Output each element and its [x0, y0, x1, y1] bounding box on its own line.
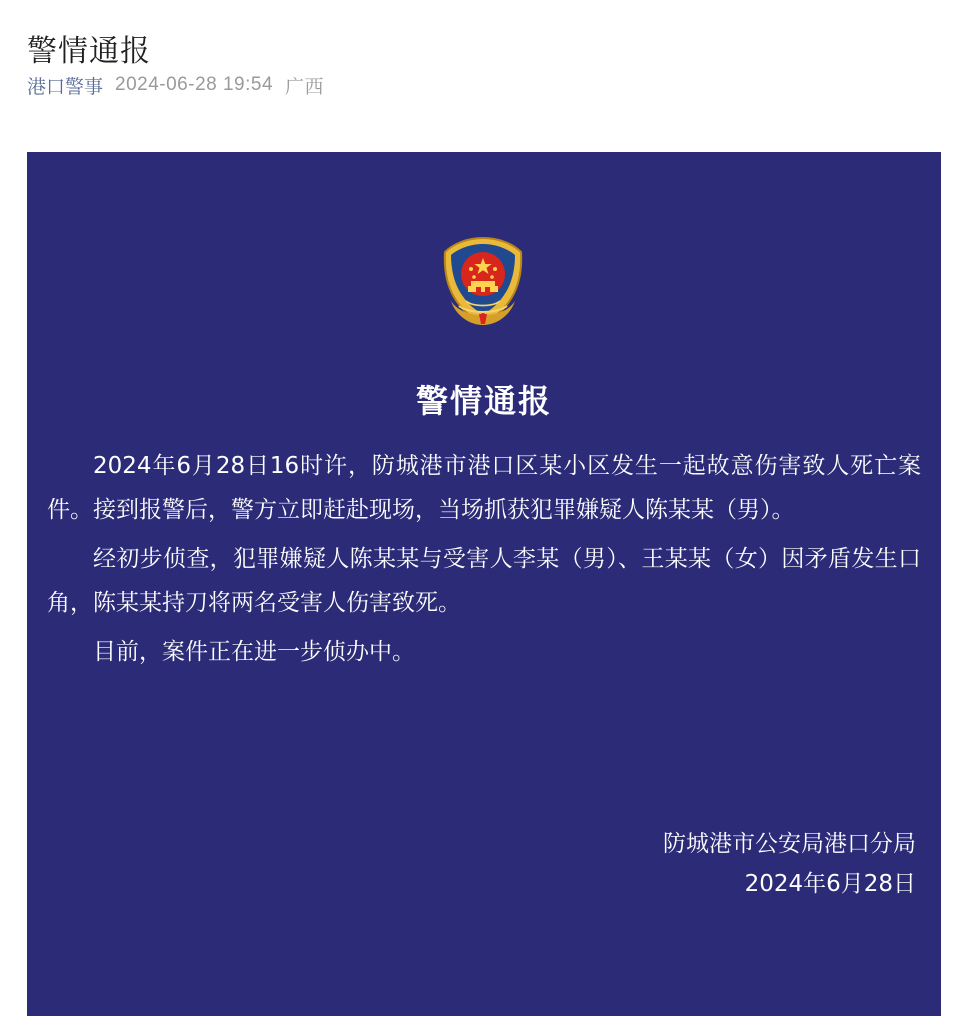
notice-body [47, 444, 921, 679]
article-title: 警情通报 [27, 34, 151, 70]
notice-signature [663, 824, 916, 904]
article-meta [27, 70, 324, 100]
notice-paragraph: 经初步侦查，犯罪嫌疑人陈某某与受害人李某（男）、王某某（女）因矛盾发生口角，陈某某持刀将两名受害人伤害致死。 [47, 546, 921, 616]
notice-title: 警情通报 [415, 381, 552, 420]
notice-paragraph: 2024年6月28日16时许，防城港市港口区某小区发生一起故意伤害致人死亡案件。接到报警后，警方立即赶赴现场，当场抓获犯罪嫌疑人陈某某（男）。 [47, 453, 921, 523]
publish-time: 2024-06-28 19:54 [115, 74, 274, 95]
publish-region: 广西 [285, 76, 325, 98]
account-name-link[interactable]: 港口警事 [27, 75, 104, 98]
notice-paragraph: 目前，案件正在进一步侦办中。 [93, 639, 415, 665]
issue-date: 2024年6月28日 [744, 871, 916, 897]
issuer-name: 防城港市公安局港口分局 [663, 831, 916, 857]
police-notice-image [27, 152, 941, 1016]
police-emblem-icon [435, 234, 531, 330]
